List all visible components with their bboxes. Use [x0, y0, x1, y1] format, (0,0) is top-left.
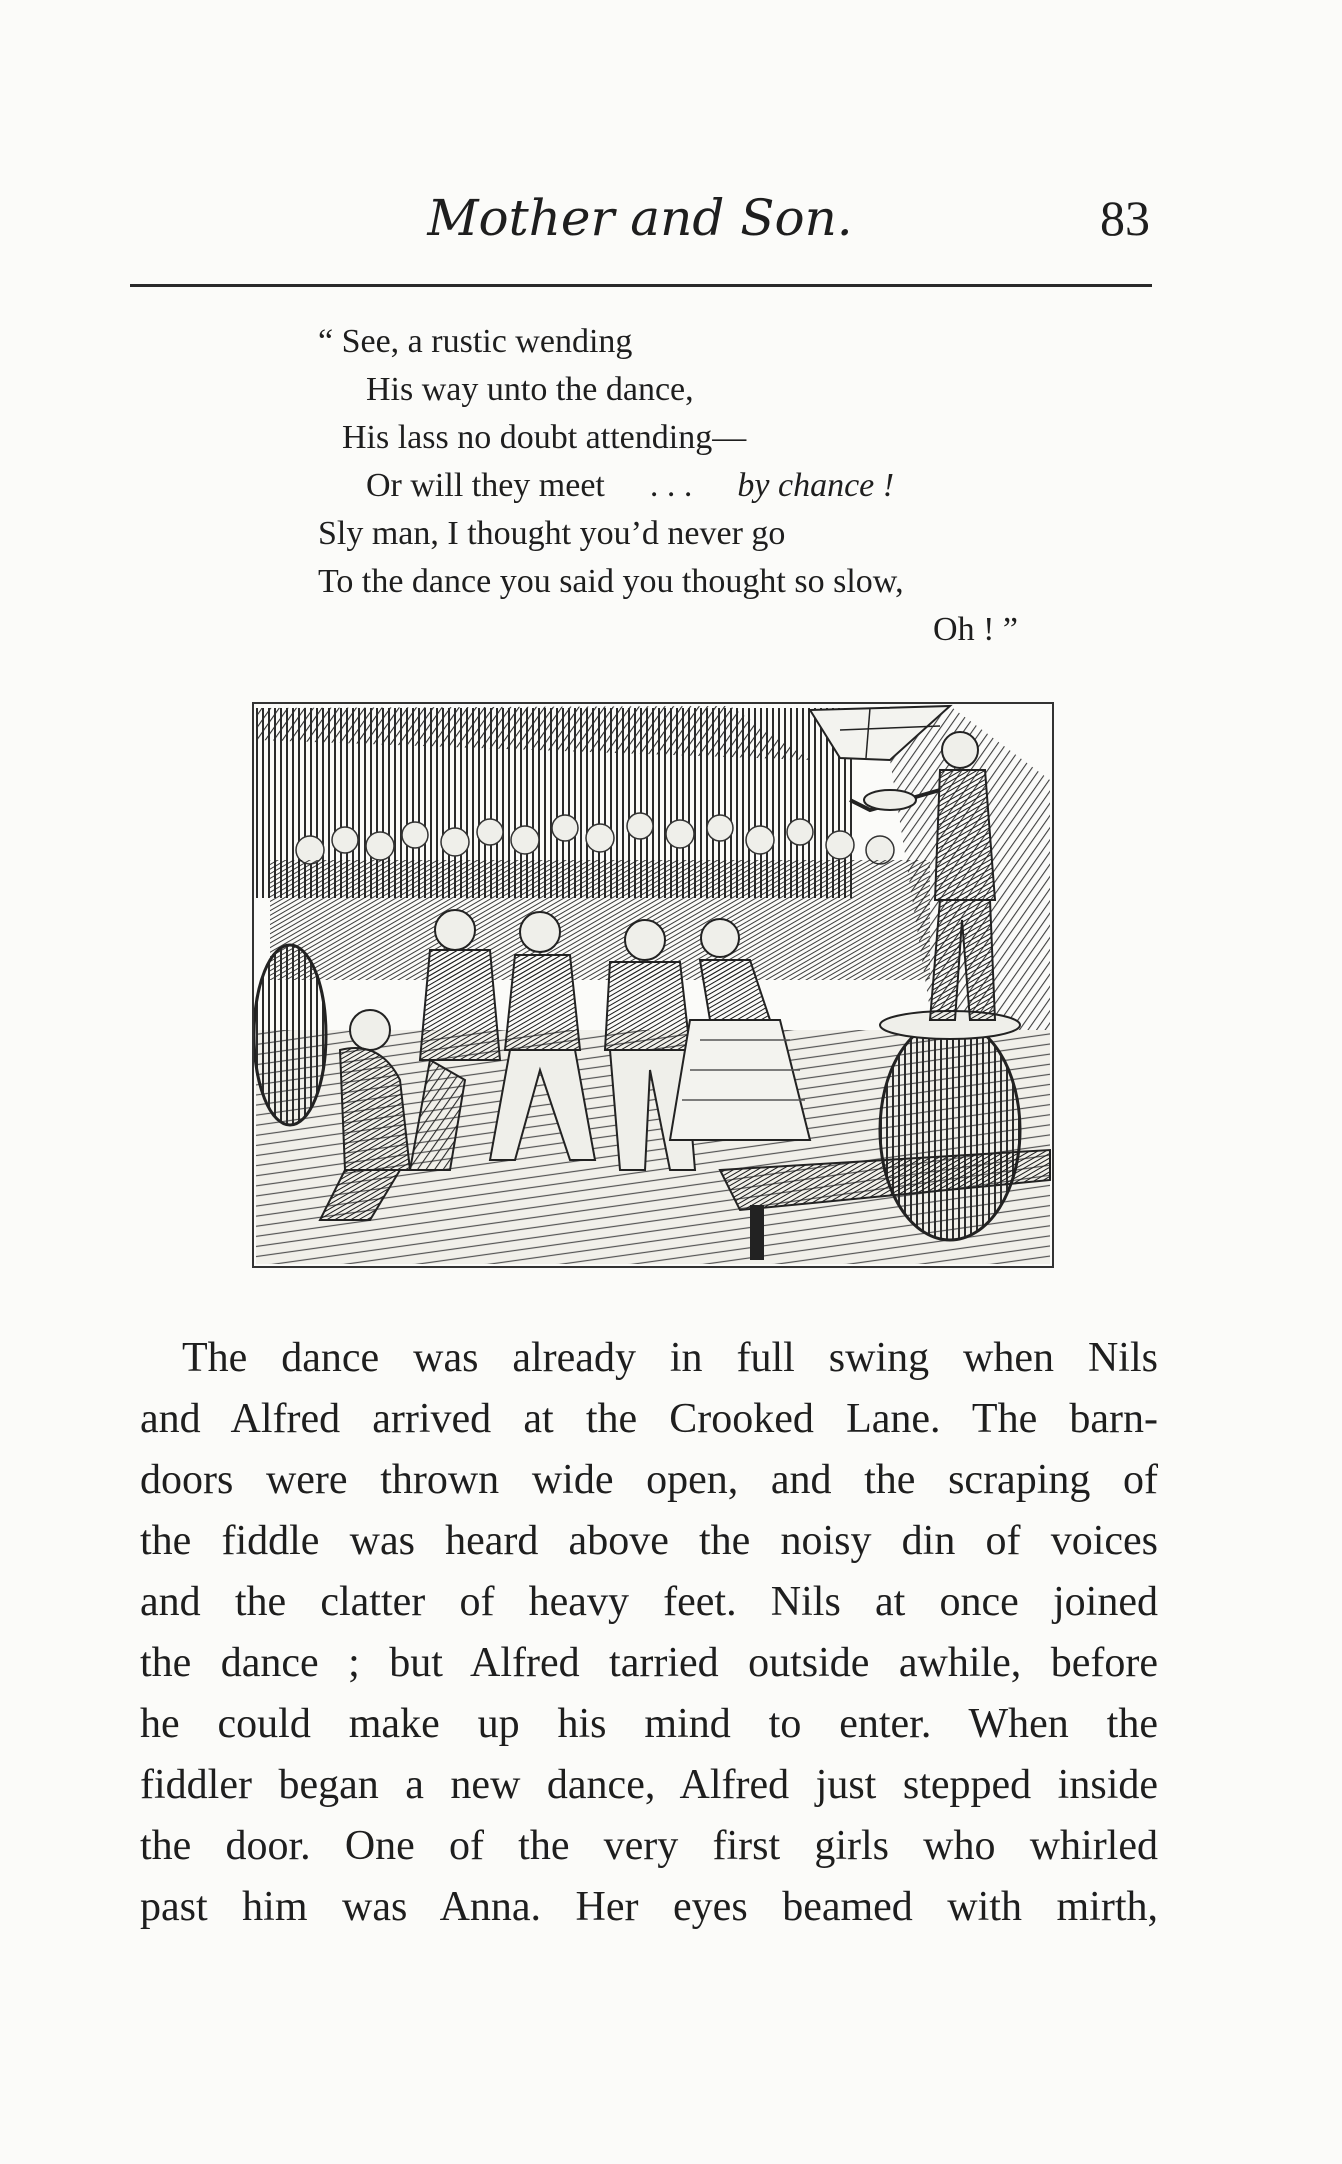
body-line: the dance ; but Alfred tarried outside awhile, before: [140, 1640, 1158, 1686]
running-title: Mother and Son.: [427, 189, 853, 247]
poem-line: To the dance you said you thought so slow,: [318, 563, 904, 600]
page-number: 83: [1100, 190, 1150, 246]
header-rule: [130, 284, 1152, 287]
poem-line: His way unto the dance,: [366, 371, 694, 408]
poem-line-text: Or will they meet: [366, 467, 605, 504]
poem-line: Sly man, I thought you’d never go: [318, 515, 786, 552]
poem-line: “ See, a rustic wending: [318, 323, 633, 360]
body-paragraph: [140, 1328, 1158, 1938]
running-head: [130, 188, 1150, 258]
body-line: the fiddle was heard above the noisy din of voices: [140, 1518, 1158, 1564]
poem-ellipsis: . . .: [649, 467, 693, 504]
poem-stanza: [318, 318, 1038, 654]
body-line: the door. One of the very first girls who whirled: [140, 1823, 1158, 1869]
body-line: past him was Anna. Her eyes beamed with mirth,: [140, 1884, 1158, 1930]
poem-line: His lass no doubt attending—: [342, 419, 747, 456]
body-line: fiddler began a new dance, Alfred just stepped inside: [140, 1762, 1158, 1808]
body-line: doors were thrown wide open, and the scraping of: [140, 1457, 1158, 1503]
poem-italic-phrase: by chance !: [737, 467, 895, 504]
body-line: The dance was already in full swing when Nils: [182, 1335, 1158, 1381]
body-line: and Alfred arrived at the Crooked Lane. The barn-: [140, 1396, 1158, 1442]
body-line: and the clatter of heavy feet. Nils at once joined: [140, 1579, 1158, 1625]
poem-line: [318, 462, 1038, 510]
poem-line: Oh ! ”: [933, 611, 1018, 648]
body-line: he could make up his mind to enter. When the: [140, 1701, 1158, 1747]
barn-dance-engraving-icon: [250, 700, 1056, 1270]
